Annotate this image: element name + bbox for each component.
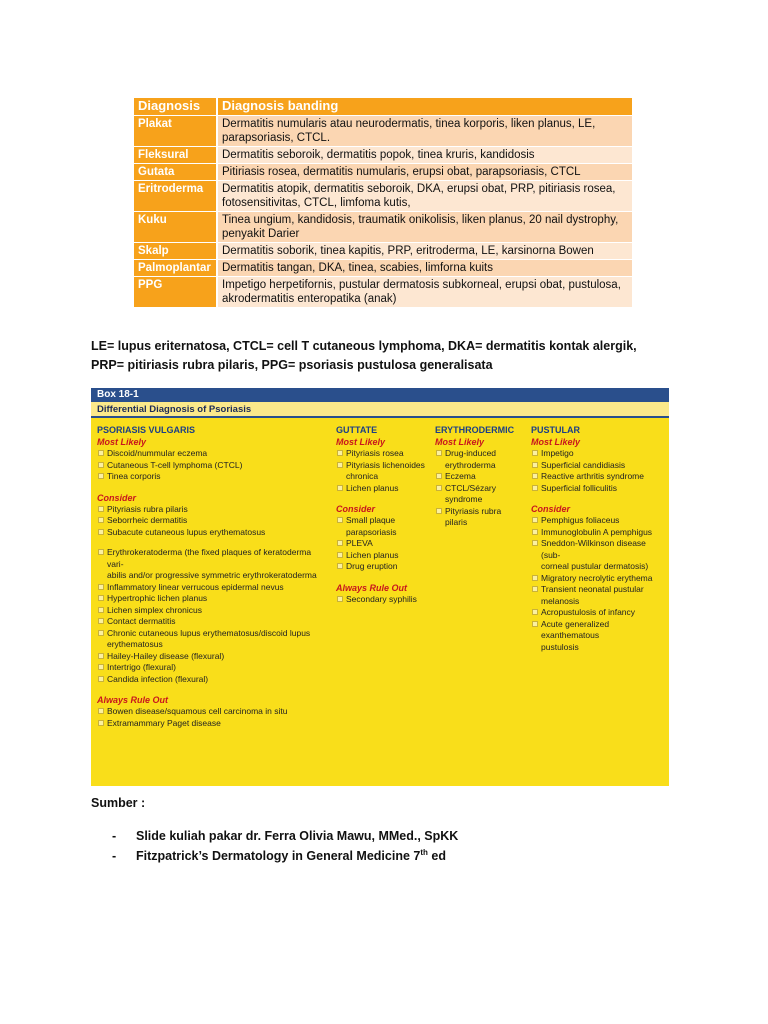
- diagnosis-cell: Kuku: [134, 212, 217, 243]
- list-item: Candida infection (flexural): [97, 674, 329, 686]
- list-item: Migratory necrolytic erythema: [531, 573, 667, 585]
- diagnosis-cell: Fleksural: [134, 147, 217, 164]
- list-item: Hypertrophic lichen planus: [97, 593, 329, 605]
- list-item: CTCL/Sézary: [435, 483, 525, 495]
- section-title: Consider: [531, 504, 571, 514]
- list-item-continuation: chronica: [346, 471, 379, 481]
- source-text: Fitzpatrick’s Dermatology in General Medicine 7: [136, 849, 421, 863]
- list-item: Immunoglobulin A pemphigus: [531, 527, 667, 539]
- list-item: Pityriasis lichenoides: [336, 460, 428, 472]
- box-label: Box 18-1: [91, 388, 669, 402]
- list-item: Pityriasis rubra: [435, 506, 525, 518]
- header-diagnosis-banding: Diagnosis banding: [217, 98, 632, 116]
- diagnosis-cell: Gutata: [134, 164, 217, 181]
- list-item: Extramammary Paget disease: [97, 718, 329, 730]
- table-body: [134, 116, 632, 308]
- differential-diagnosis-table: [134, 98, 632, 308]
- source-suffix: ed: [427, 849, 446, 863]
- diagnosis-cell: Plakat: [134, 116, 217, 147]
- list-item: Drug eruption: [336, 561, 428, 573]
- section-gap: [97, 483, 329, 492]
- table-header-row: [134, 98, 632, 116]
- list-item-continuation: corneal pustular dermatosis): [541, 561, 649, 571]
- list-item: PLEVA: [336, 538, 428, 550]
- section-title: Most Likely: [435, 437, 485, 447]
- sources-list: [112, 826, 458, 866]
- differential-cell: Dermatitis seboroik, dermatitis popok, tinea kruris, kandidosis: [217, 147, 632, 164]
- list-item: Tinea corporis: [97, 471, 329, 483]
- diagnosis-cell: PPG: [134, 277, 217, 308]
- source-text: Slide kuliah pakar dr. Ferra Olivia Mawu, MMed., SpKK: [136, 829, 459, 843]
- section-title: Consider: [336, 504, 376, 514]
- box-title: Differential Diagnosis of Psoriasis: [91, 402, 669, 418]
- list-item: Secondary syphilis: [336, 594, 428, 606]
- table-row: [134, 147, 632, 164]
- list-item: Eczema: [435, 471, 525, 483]
- list-item-continuation: pustulosis: [541, 641, 579, 652]
- column-heading: PSORIASIS VULGARIS: [97, 425, 196, 435]
- list-item: Drug-induced: [435, 448, 525, 460]
- diagnosis-cell: Palmoplantar: [134, 260, 217, 277]
- list-item: Discoid/nummular eczema: [97, 448, 329, 460]
- column-heading: GUTTATE: [336, 425, 378, 435]
- differential-cell: Tinea ungium, kandidosis, traumatik onikolisis, liken planus, 20 nail dystrophy, penyakit Darier: [217, 212, 632, 243]
- source-item: [112, 846, 458, 866]
- superscript: th: [420, 847, 428, 857]
- section-gap: [97, 685, 329, 694]
- list-item: Lichen planus: [336, 483, 428, 495]
- column-heading: ERYTHRODERMIC: [435, 425, 515, 435]
- list-item-continuation: erythematosus: [107, 639, 163, 649]
- list-item: Subacute cutaneous lupus erythematosus: [97, 527, 329, 539]
- list-item: Erythrokeratoderma (the fixed plaques of keratoderma vari-: [97, 547, 329, 570]
- abbreviation-note: LE= lupus eriternatosa, CTCL= cell T cutaneous lymphoma, DKA= dermatitis kontak alergik, PRP= pitiriasis rubra pilaris, PPG= psoriasis pustulosa generalisata: [91, 339, 637, 372]
- section-title: Consider: [97, 492, 137, 503]
- list-item-continuation: erythroderma: [445, 459, 496, 470]
- list-item: Contact dermatitis: [97, 616, 329, 628]
- section-title: Always Rule Out: [97, 695, 169, 705]
- list-item-continuation: parapsoriasis: [346, 526, 397, 537]
- column-erythrodermic: [435, 424, 525, 529]
- table-row: [134, 260, 632, 277]
- header-diagnosis: Diagnosis: [134, 98, 217, 116]
- differential-cell: Dermatitis tangan, DKA, tinea, scabies, limforna kuits: [217, 260, 632, 277]
- list-item-continuation: abilis and/or progressive symmetric erythrokeratoderma: [107, 570, 317, 580]
- table-row: [134, 164, 632, 181]
- differential-cell: Impetigo herpetifornis, pustular dermatosis subkorneal, erupsi obat, pustulosa, akrodermatitis enteropatika (anak): [217, 277, 632, 308]
- list-item-continuation: syndrome: [445, 494, 483, 504]
- table-row: [134, 212, 632, 243]
- list-item: Acute generalized exanthematous: [531, 619, 667, 642]
- sources-label: Sumber :: [91, 796, 146, 810]
- column-heading: PUSTULAR: [531, 425, 580, 435]
- section-gap: [531, 494, 667, 503]
- section-title: Always Rule Out: [336, 582, 408, 593]
- list-item: Intertrigo (flexural): [97, 662, 329, 674]
- differential-cell: Dermatitis soborik, tinea kapitis, PRP, eritroderma, LE, karsinorna Bowen: [217, 243, 632, 260]
- list-item: Reactive arthritis syndrome: [531, 471, 667, 483]
- section-gap: [336, 494, 428, 503]
- table-row: [134, 277, 632, 308]
- source-item: [112, 826, 458, 846]
- differential-cell: Dermatitis atopik, dermatitis seboroik, DKA, erupsi obat, PRP, pitiriasis rosea, fotosensitivitas, CTCL, limfoma kutis,: [217, 181, 632, 212]
- list-item: Acropustulosis of infancy: [531, 607, 667, 619]
- table-row: [134, 243, 632, 260]
- list-dash: -: [112, 849, 117, 863]
- list-item: Lichen planus: [336, 550, 428, 562]
- section-title: Most Likely: [97, 437, 147, 447]
- list-item: Pityriasis rosea: [336, 448, 428, 460]
- list-item: Hailey-Hailey disease (flexural): [97, 651, 329, 663]
- list-item: Superficial candidiasis: [531, 460, 667, 472]
- list-item: Seborrheic dermatitis: [97, 515, 329, 527]
- list-item: Transient neonatal pustular melanosis: [531, 584, 667, 607]
- list-item: Lichen simplex chronicus: [97, 605, 329, 617]
- box-18-1: [91, 388, 669, 786]
- column-psoriasis-vulgaris: [97, 424, 329, 729]
- list-item: Cutaneous T-cell lymphoma (CTCL): [97, 460, 329, 472]
- list-item: Bowen disease/squamous cell carcinoma in situ: [97, 706, 329, 718]
- list-item: Inflammatory linear verrucous epidermal nevus: [97, 582, 329, 594]
- list-item: Sneddon-Wilkinson disease (sub-: [531, 538, 667, 561]
- section-title: Most Likely: [336, 437, 386, 447]
- diagnosis-cell: Skalp: [134, 243, 217, 260]
- column-guttate: [336, 424, 428, 605]
- list-item: Small plaque: [336, 515, 428, 527]
- list-item-continuation: pilaris: [445, 517, 468, 527]
- list-item: Pemphigus foliaceus: [531, 515, 667, 527]
- list-item: Impetigo: [531, 448, 667, 460]
- list-dash: -: [112, 829, 117, 843]
- table-row: [134, 116, 632, 147]
- diagnosis-cell: Eritroderma: [134, 181, 217, 212]
- differential-cell: Dermatitis numularis atau neurodermatis, tinea korporis, liken planus, LE, parapsoriasis, CTCL.: [217, 116, 632, 147]
- list-item: Superficial folliculitis: [531, 483, 667, 495]
- differential-cell: Pitiriasis rosea, dermatitis numularis, erupsi obat, parapsoriasis, CTCL: [217, 164, 632, 181]
- item-gap: [97, 538, 329, 547]
- list-item: Pityriasis rubra pilaris: [97, 504, 329, 516]
- list-item: Chronic cutaneous lupus erythematosus/discoid lupus: [97, 628, 329, 640]
- table-row: [134, 181, 632, 212]
- section-gap: [336, 573, 428, 582]
- column-pustular: [531, 424, 667, 653]
- section-title: Most Likely: [531, 437, 581, 447]
